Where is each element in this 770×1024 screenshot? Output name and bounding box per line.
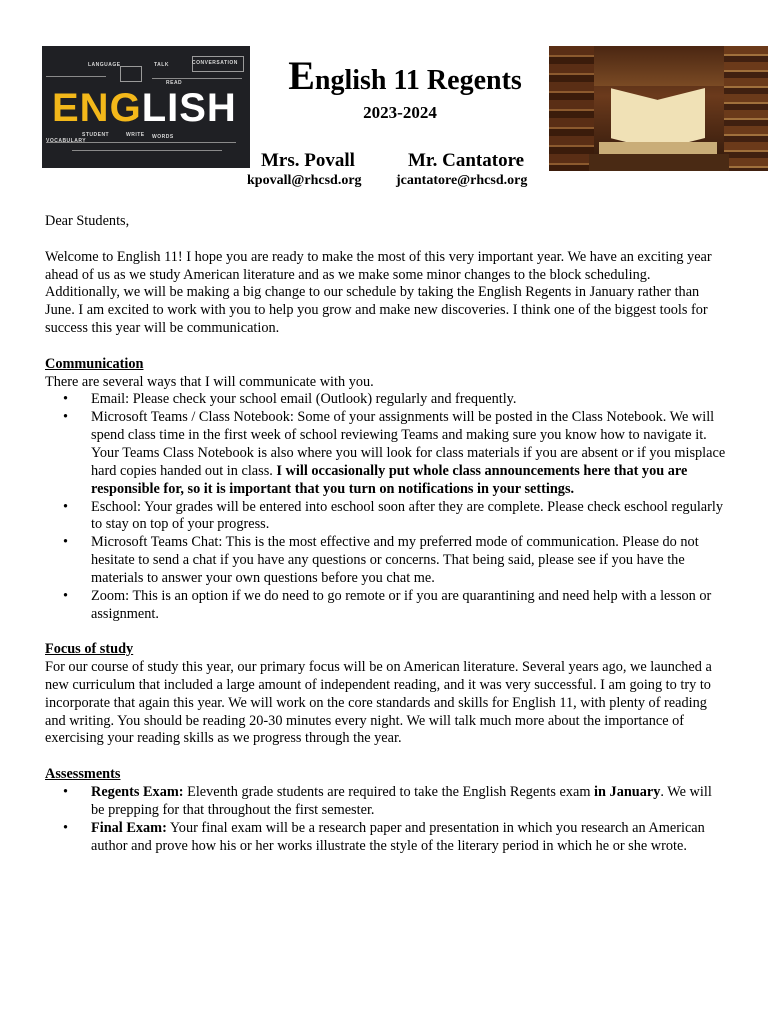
- focus-heading: Focus of study: [45, 641, 134, 658]
- bullet-icon: •: [63, 409, 69, 426]
- list-item-text: . We will be prepping for that throughout the first semester.: [91, 784, 712, 818]
- list-item: [45, 784, 727, 820]
- list-item: [45, 499, 727, 535]
- list-item-label: Final Exam:: [91, 819, 167, 836]
- teacher2-email: jcantatore@rhcsd.org: [396, 173, 528, 188]
- letter-body: [45, 213, 727, 855]
- page-title: [270, 52, 540, 99]
- list-item-bold-text: in January: [594, 784, 661, 800]
- list-item: [45, 820, 727, 856]
- list-item-text: Microsoft Teams Chat: This is the most effective and my preferred mode of communication. Please do not hesitate to send a chat if you have any questions or concerns. That being said, please see if you have the materials to answer your own questions before you chat me.: [91, 534, 699, 586]
- bullet-icon: •: [63, 391, 69, 408]
- list-item: [45, 588, 727, 624]
- bullet-icon: •: [63, 784, 69, 800]
- teacher1-email: kpovall@rhcsd.org: [247, 173, 362, 188]
- title-rest: nglish 11 Regents: [314, 65, 522, 96]
- list-item-bold-text: I will occasionally put whole class announcements here that you are responsible for, so it is important that you turn on notifications in your settings.: [91, 462, 688, 497]
- list-item-text: Microsoft Teams / Class Notebook: Some of your assignments will be posted in the Class Notebook. We will spend class time in the first week of school reviewing Teams and making sure you know how to navigate it. Your Teams Class Notebook is also where you will look for class materials if you are absent or if you misplace hard copies handed out in class.: [91, 409, 726, 479]
- list-item: [45, 409, 727, 498]
- assessments-list: [45, 784, 727, 855]
- communication-intro: There are several ways that I will communicate with you.: [45, 373, 374, 390]
- list-item-text: Your final exam will be a research paper and presentation in which you research an American author and prove how his or her works illustrate the style of the literary period in which he or she wrote.: [91, 819, 705, 854]
- logo-tag: TALK: [154, 62, 169, 68]
- teacher2-name: Mr. Cantatore: [408, 150, 525, 171]
- bullet-icon: •: [63, 819, 69, 836]
- logo-wordmark-part2: LISH: [141, 86, 237, 130]
- focus-paragraph: For our course of study this year, our primary focus will be on American literature. Several years ago, we launched a new curriculum that included a large amount of independent reading, and it was very successful. I am going to try to incorporate that again this year. We will work on the core standards and skills for English 11, with plenty of reading and writing. You should be reading 20-30 minutes every night. We will talk much more about the importance of exercising your reading skills as we progress through the year.: [45, 659, 712, 747]
- logo-tag: VOCABULARY: [46, 138, 87, 144]
- list-item: [45, 534, 727, 588]
- communication-heading: Communication: [45, 355, 144, 372]
- greeting: Dear Students,: [45, 213, 130, 229]
- teacher1-name: Mrs. Povall: [261, 150, 355, 171]
- logo-tag: STUDENT: [82, 132, 110, 138]
- bullet-icon: •: [63, 534, 69, 551]
- logo-tag: WORDS: [152, 134, 174, 140]
- communication-list: [45, 391, 727, 623]
- logo-tag: LANGUAGE: [88, 62, 121, 68]
- list-item-text: Email: Please check your school email (Outlook) regularly and frequently.: [91, 391, 517, 408]
- logo-tag: WRITE: [126, 132, 145, 138]
- open-book-image: [549, 46, 768, 171]
- english-logo-image: [42, 46, 250, 168]
- list-item-text: Eschool: Your grades will be entered into eschool soon after they are complete. Please check eschool regularly to stay on top of your progress.: [91, 498, 724, 533]
- list-item: [45, 391, 727, 409]
- logo-wordmark-part1: ENG: [52, 86, 142, 130]
- list-item-label: Regents Exam:: [91, 784, 184, 800]
- logo-tag: READ: [166, 80, 183, 86]
- logo-wordmark: [52, 86, 237, 131]
- bullet-icon: •: [63, 587, 69, 604]
- title-initial: E: [288, 53, 315, 98]
- assessments-heading: Assessments: [45, 766, 121, 783]
- logo-tag: CONVERSATION: [192, 60, 238, 66]
- list-item-text: Zoom: This is an option if we do need to go remote or if you are quarantining and need help with a lesson or assignment.: [91, 587, 712, 622]
- list-item-text: Eleventh grade students are required to take the English Regents exam: [183, 784, 595, 800]
- school-year: 2023-2024: [363, 103, 437, 122]
- bullet-icon: •: [63, 498, 69, 515]
- intro-paragraph: Welcome to English 11! I hope you are ready to make the most of this very important year. We have an exciting year ahead of us as we study American literature and as we make some minor changes to the block scheduling. Additionally, we will be making a big change to our schedule by taking the English Regents in January rather than June. I am excited to work with you to help you grow and make new discoveries. I think one of the biggest tools for success this year will be communication.: [45, 248, 712, 337]
